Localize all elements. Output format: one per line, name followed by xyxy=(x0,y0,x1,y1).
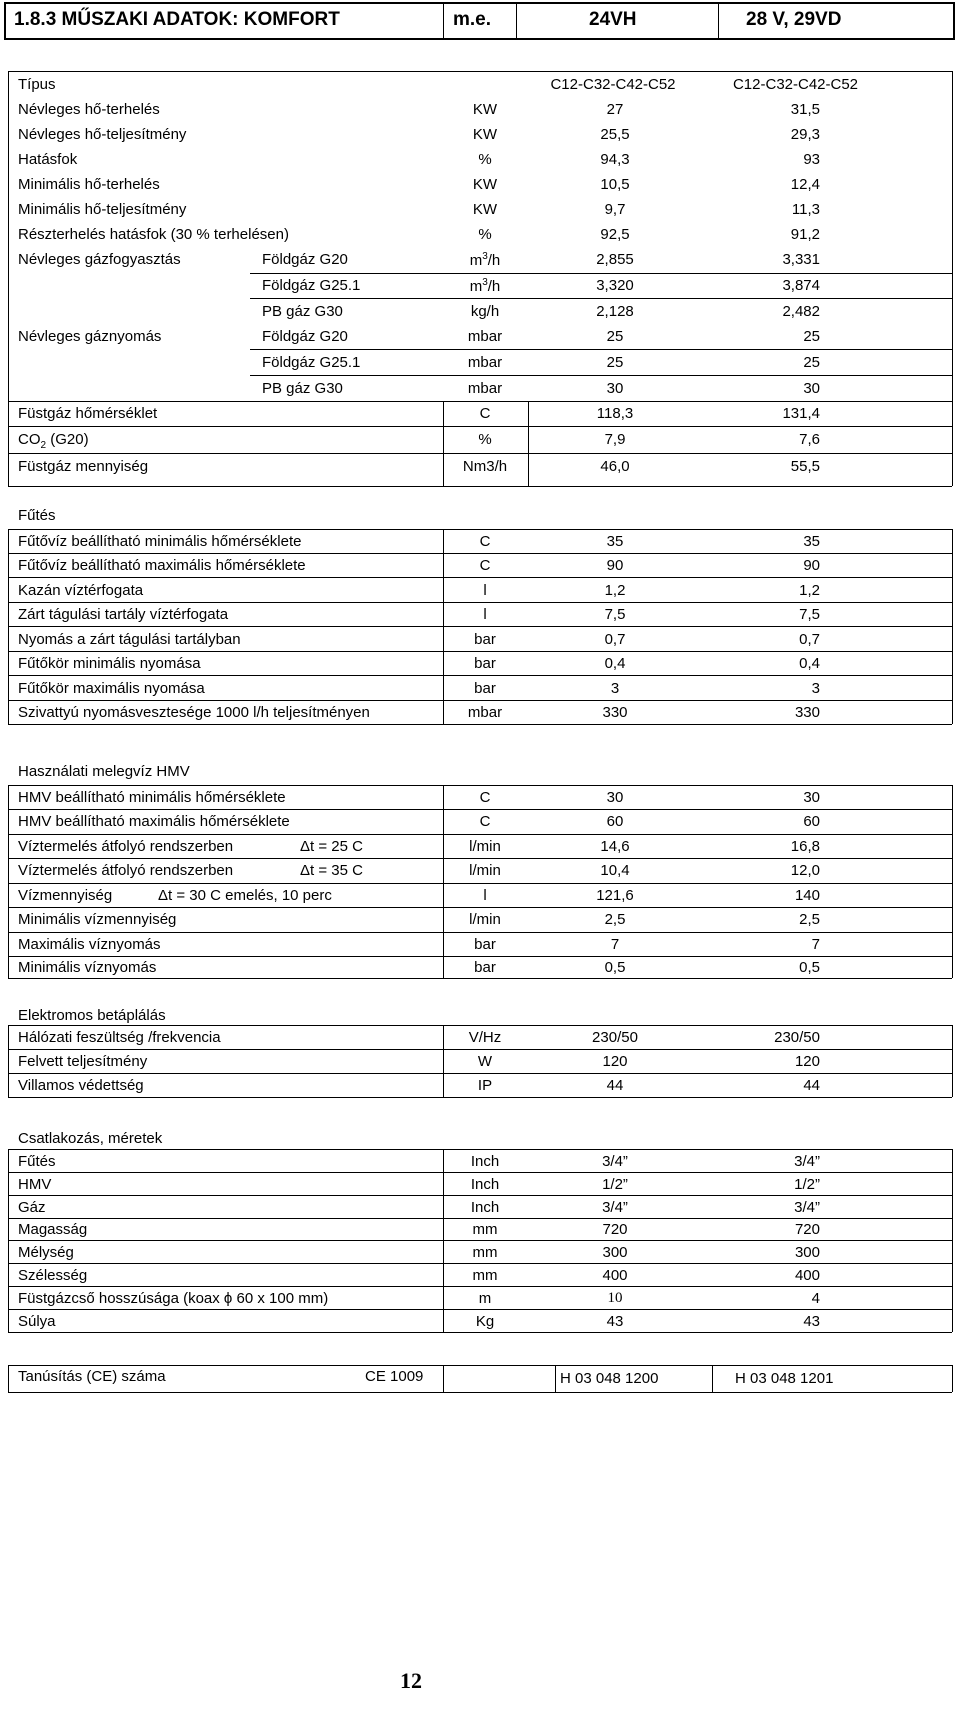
row-label: Minimális hő-terhelés xyxy=(18,176,160,193)
row-value-1: 0,7 xyxy=(604,631,626,648)
row-value-1: 27 xyxy=(606,101,624,118)
row-label: Füstgázcső hosszúsága (koax ϕ 60 x 100 mm) xyxy=(18,1290,329,1307)
gas-type: PB gáz G30 xyxy=(262,380,343,397)
row-value-1: 0,4 xyxy=(604,655,626,672)
row-label: Fűtőkör minimális nyomása xyxy=(18,655,201,672)
type-label: Típus xyxy=(18,76,56,93)
row-unit: Inch xyxy=(470,1176,500,1193)
row-label: Szivattyú nyomásvesztesége 1000 l/h teljesítményen xyxy=(18,704,370,721)
row-value-2: 25 xyxy=(803,354,820,371)
row-value-2: 91,2 xyxy=(790,226,820,243)
row-unit: C xyxy=(479,533,491,550)
row-label: Gáz xyxy=(18,1199,46,1216)
row-unit: C xyxy=(479,405,491,422)
row-value-1: 10,4 xyxy=(600,862,630,879)
row-value-1: 7 xyxy=(610,936,620,953)
row-value-2: 43 xyxy=(803,1313,820,1330)
row-value-2: 3,331 xyxy=(782,251,820,268)
row-label: Minimális víznyomás xyxy=(18,959,157,976)
row-label: Fűtés xyxy=(18,1153,56,1170)
row-value-2: 140 xyxy=(794,887,820,904)
row-value-2: 11,3 xyxy=(791,201,820,218)
row-value-2: 44 xyxy=(803,1077,820,1094)
row-value-1: 3/4” xyxy=(602,1153,628,1170)
row-value-1: 720 xyxy=(602,1221,628,1238)
row-label: Zárt tágulási tartály víztérfogata xyxy=(18,606,229,623)
row-unit: l/min xyxy=(469,911,501,928)
row-value-2: 4 xyxy=(811,1290,820,1307)
section-title: Csatlakozás, méretek xyxy=(18,1130,163,1147)
type-value-1: C12-C32-C42-C52 xyxy=(550,76,676,93)
row-label: HMV beállítható maximális hőmérséklete xyxy=(18,813,290,830)
row-unit: bar xyxy=(474,655,496,672)
row-value-1: 7,5 xyxy=(604,606,626,623)
row-label: Víztermelés átfolyó rendszerben xyxy=(18,838,234,855)
row-label: Hálózati feszültség /frekvencia xyxy=(18,1029,221,1046)
row-value-2: 0,4 xyxy=(799,655,820,672)
row-value-1: 300 xyxy=(602,1244,628,1261)
row-value-2: 12,0 xyxy=(790,862,820,879)
row-value-2: 16,8 xyxy=(790,838,820,855)
row-value-1: 25 xyxy=(606,328,624,345)
row-value-2: 25 xyxy=(803,328,820,345)
gas-type: Földgáz G20 xyxy=(262,328,348,345)
row-value-1: 92,5 xyxy=(600,226,630,243)
row-value-1: 120 xyxy=(602,1053,628,1070)
row-unit: V/Hz xyxy=(468,1029,502,1046)
row-unit: $m^3/h$ xyxy=(469,251,501,269)
row-unit: $m^3/h$ xyxy=(469,277,501,295)
row-label: HMV xyxy=(18,1176,52,1193)
row-value-1: 25,5 xyxy=(600,126,630,143)
section-title: Fűtés xyxy=(18,507,56,524)
row-unit: Nm3/h xyxy=(462,458,508,475)
row-label: Víztermelés átfolyó rendszerben xyxy=(18,862,234,879)
row-value-2: 1/2” xyxy=(794,1176,820,1193)
model-header-1: 24VH xyxy=(589,9,637,30)
row-label: Fűtőkör maximális nyomása xyxy=(18,680,205,697)
row-value-2: 2,482 xyxy=(782,303,820,320)
row-value-2: 0,5 xyxy=(799,959,820,976)
row-value-2: 30 xyxy=(803,380,820,397)
section-title: Használati melegvíz HMV xyxy=(18,763,190,780)
row-label: Névleges hő-teljesítmény xyxy=(18,126,187,143)
row-unit: % xyxy=(478,151,492,168)
row-label: Vízmennyiség xyxy=(18,887,113,904)
row-value-2: 90 xyxy=(803,557,820,574)
row-value-1: 94,3 xyxy=(600,151,630,168)
row-value-1: 10,5 xyxy=(600,176,630,193)
row-value-1: 7,9 xyxy=(604,431,626,448)
row-label: Füstgáz mennyiség xyxy=(18,458,149,475)
row-value-2: 31,5 xyxy=(790,101,820,118)
gas-consumption-label: Névleges gázfogyasztás xyxy=(18,251,181,268)
row-value-1: 46,0 xyxy=(600,458,630,475)
row-value-2: 29,3 xyxy=(790,126,820,143)
row-value-2: 3/4” xyxy=(794,1199,820,1216)
row-unit: mbar xyxy=(467,354,503,371)
row-value-2: 230/50 xyxy=(774,1029,820,1046)
spec-header xyxy=(4,2,955,40)
row-label: Maximális víznyomás xyxy=(18,936,161,953)
row-unit: bar xyxy=(474,959,496,976)
row-value-2: 12,4 xyxy=(790,176,820,193)
row-label: Mélység xyxy=(18,1244,74,1261)
row-unit: mm xyxy=(472,1244,498,1261)
row-label: Nyomás a zárt tágulási tartályban xyxy=(18,631,241,648)
row-unit: W xyxy=(477,1053,493,1070)
row-value-1: 25 xyxy=(606,354,624,371)
row-label: Fűtővíz beállítható maximális hőmérséklete xyxy=(18,557,306,574)
row-unit: mbar xyxy=(467,380,503,397)
row-unit: KW xyxy=(472,101,498,118)
row-label: Kazán víztérfogata xyxy=(18,582,144,599)
row-value-1: 30 xyxy=(606,789,624,806)
row-label: Minimális hő-teljesítmény xyxy=(18,201,187,218)
gas-type: Földgáz G25.1 xyxy=(262,354,361,371)
row-value-1: 3,320 xyxy=(596,277,634,294)
row-unit: l xyxy=(483,606,487,623)
row-unit: l/min xyxy=(469,862,501,879)
page-number: 12 xyxy=(400,1668,422,1693)
row-unit: bar xyxy=(474,936,496,953)
row-unit: C xyxy=(479,557,491,574)
gas-type: Földgáz G25.1 xyxy=(262,277,361,294)
row-label: Magasság xyxy=(18,1221,88,1238)
certificate-label: Tanúsítás (CE) száma xyxy=(18,1368,166,1385)
row-value-1: 30 xyxy=(606,380,624,397)
delta-t-note: Δt = 25 C xyxy=(300,838,363,855)
row-value-1: 118,3 xyxy=(596,405,634,422)
row-unit: bar xyxy=(474,680,496,697)
row-unit: m xyxy=(478,1290,492,1307)
row-unit: KW xyxy=(472,126,498,143)
row-unit: Inch xyxy=(470,1199,500,1216)
row-value-1: 9,7 xyxy=(604,201,626,218)
row-unit: % xyxy=(478,226,492,243)
delta-t-note: Δt = 30 C emelés, 10 perc xyxy=(158,887,332,904)
ce-number: CE 1009 xyxy=(365,1368,424,1385)
row-value-1: 2,855 xyxy=(596,251,634,268)
row-label: Füstgáz hőmérséklet xyxy=(18,405,158,422)
row-label: Névleges hő-terhelés xyxy=(18,101,160,118)
row-value-1: 60 xyxy=(606,813,624,830)
row-value-1: 0,5 xyxy=(604,959,626,976)
certificate-value-2: H 03 048 1201 xyxy=(735,1370,834,1387)
row-unit: mm xyxy=(472,1267,498,1284)
row-value-1: 400 xyxy=(602,1267,628,1284)
row-value-2: 330 xyxy=(794,704,820,721)
row-unit: kg/h xyxy=(470,303,500,320)
delta-t-note: Δt = 35 C xyxy=(300,862,363,879)
row-unit: l/min xyxy=(469,838,501,855)
row-unit: bar xyxy=(474,631,496,648)
row-value-1: 1,2 xyxy=(604,582,626,599)
row-value-2: 60 xyxy=(803,813,820,830)
row-value-1: 44 xyxy=(606,1077,624,1094)
row-value-2: 7,5 xyxy=(799,606,820,623)
row-value-1: 1/2” xyxy=(602,1176,628,1193)
row-unit: % xyxy=(478,431,492,448)
row-value-2: 3 xyxy=(811,680,820,697)
row-unit: mbar xyxy=(467,328,503,345)
row-value-2: 2,5 xyxy=(799,911,820,928)
row-unit: mbar xyxy=(467,704,503,721)
gas-type: PB gáz G30 xyxy=(262,303,343,320)
unit-header: m.e. xyxy=(453,9,492,30)
row-label: Szélesség xyxy=(18,1267,88,1284)
row-label: Fűtővíz beállítható minimális hőmérséklete xyxy=(18,533,302,550)
row-value-2: 35 xyxy=(803,533,820,550)
row-value-1: 10 xyxy=(607,1290,623,1306)
row-unit: KW xyxy=(472,201,498,218)
row-label: Felvett teljesítmény xyxy=(18,1053,148,1070)
row-value-1: 90 xyxy=(606,557,624,574)
row-label: Súlya xyxy=(18,1313,56,1330)
row-value-2: 120 xyxy=(794,1053,820,1070)
row-value-1: 2,5 xyxy=(604,911,626,928)
row-value-2: 300 xyxy=(794,1244,820,1261)
gas-pressure-label: Névleges gáznyomás xyxy=(18,328,162,345)
row-unit: l xyxy=(483,887,487,904)
row-value-2: 3/4” xyxy=(794,1153,820,1170)
row-unit: Kg xyxy=(475,1313,495,1330)
model-header-2: 28 V, 29VD xyxy=(746,9,842,30)
row-value-2: 7,6 xyxy=(799,431,820,448)
row-label: $CO_2$ (G20) xyxy=(18,431,89,451)
row-value-1: 2,128 xyxy=(596,303,634,320)
certificate-value-1: H 03 048 1200 xyxy=(560,1370,659,1387)
row-value-2: 400 xyxy=(794,1267,820,1284)
row-unit: mm xyxy=(472,1221,498,1238)
gas-type: Földgáz G20 xyxy=(262,251,348,268)
row-unit: KW xyxy=(472,176,498,193)
row-value-1: 3/4” xyxy=(602,1199,628,1216)
row-value-1: 35 xyxy=(606,533,624,550)
row-value-2: 0,7 xyxy=(799,631,820,648)
row-value-1: 43 xyxy=(606,1313,624,1330)
row-value-2: 30 xyxy=(803,789,820,806)
page-title: 1.8.3 MŰSZAKI ADATOK: KOMFORT xyxy=(14,9,340,30)
row-unit: IP xyxy=(477,1077,493,1094)
row-value-1: 3 xyxy=(610,680,620,697)
row-unit: C xyxy=(479,789,491,806)
row-value-1: 230/50 xyxy=(592,1029,638,1046)
row-unit: Inch xyxy=(470,1153,500,1170)
row-value-2: 131,4 xyxy=(782,405,820,422)
type-value-2: C12-C32-C42-C52 xyxy=(732,76,859,93)
row-value-2: 720 xyxy=(794,1221,820,1238)
row-label: HMV beállítható minimális hőmérséklete xyxy=(18,789,286,806)
row-label: Részterhelés hatásfok (30 % terhelésen) xyxy=(18,226,289,243)
row-value-1: 330 xyxy=(602,704,628,721)
row-value-2: 93 xyxy=(803,151,820,168)
row-label: Villamos védettség xyxy=(18,1077,144,1094)
row-value-1: 14,6 xyxy=(600,838,630,855)
row-unit: l xyxy=(483,582,487,599)
row-unit: C xyxy=(479,813,491,830)
row-value-1: 121,6 xyxy=(596,887,634,904)
row-label: Minimális vízmennyiség xyxy=(18,911,177,928)
section-title: Elektromos betáplálás xyxy=(18,1007,166,1024)
row-label: Hatásfok xyxy=(18,151,78,168)
row-value-2: 7 xyxy=(811,936,820,953)
row-value-2: 55,5 xyxy=(790,458,820,475)
row-value-2: 1,2 xyxy=(799,582,820,599)
row-value-2: 3,874 xyxy=(782,277,820,294)
